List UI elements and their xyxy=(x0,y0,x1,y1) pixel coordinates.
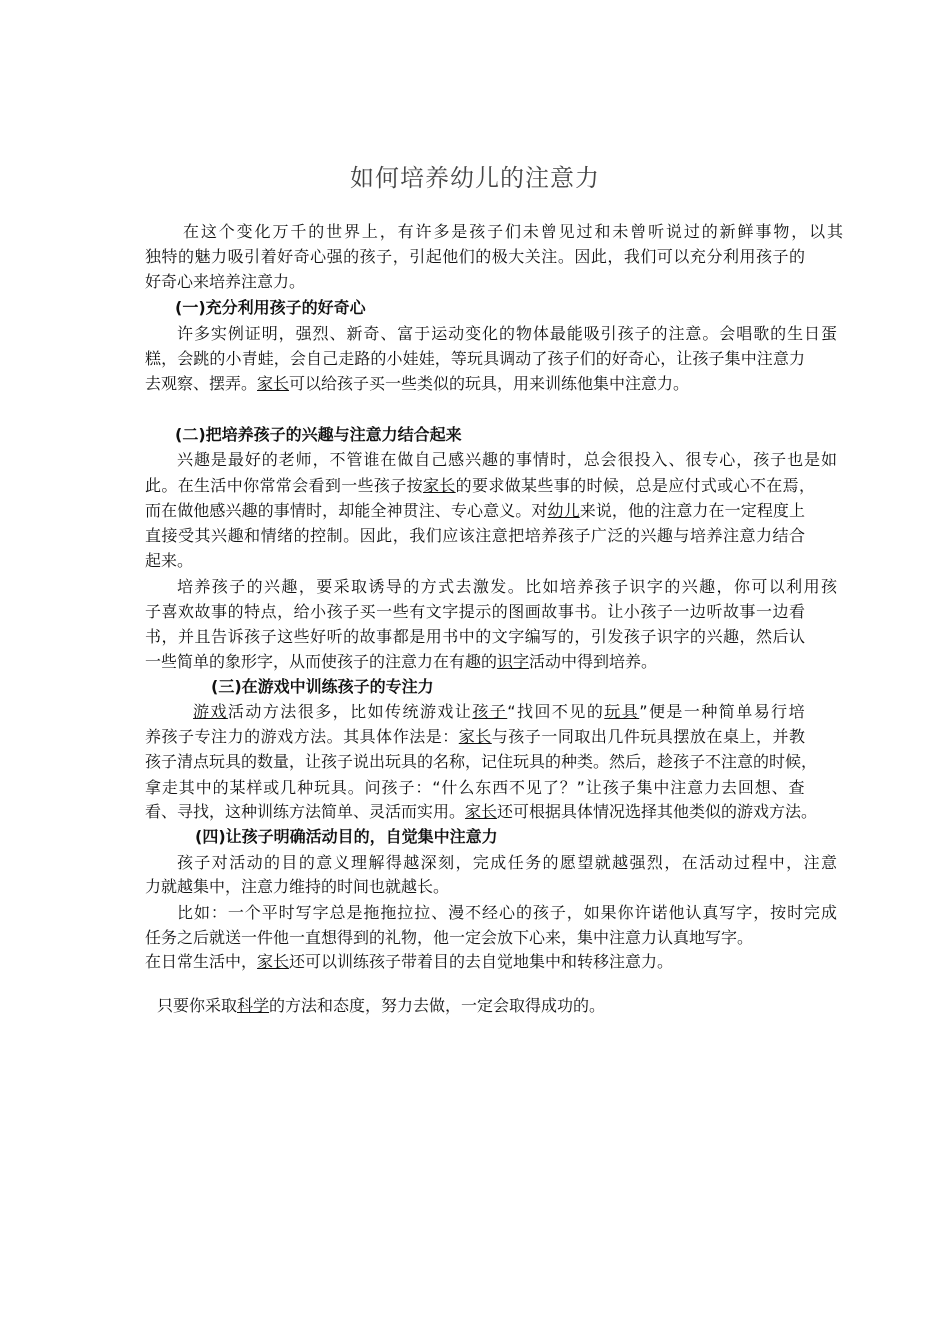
text-segment: 糕，会跳的小青蛙，会自己走路的小娃娃，等玩具调动了孩子们的好奇心，让孩子集中注意力 xyxy=(145,349,806,368)
text-segment: (四)让孩子明确活动目的，自觉集中注意力 xyxy=(195,827,498,846)
text-line xyxy=(157,994,605,1018)
text-segment: 许多实例证明，强烈、新奇、富于运动变化的物体最能吸引孩子的注意。会唱歌的生日蛋 xyxy=(177,324,838,343)
text-line xyxy=(145,950,673,974)
text-segment: (一)充分利用孩子的好奇心 xyxy=(175,298,366,317)
text-segment: 在日常生活中， xyxy=(145,952,258,971)
text-segment: 此。在生活中你常常会看到一些孩子按 xyxy=(145,476,423,495)
text-segment: 任务之后就送一件他一直想得到的礼物，他一定会放下心来，集中注意力认真地写字。 xyxy=(145,928,754,947)
text-segment: 还可以训练孩子带着目的去自觉地集中和转移注意力。 xyxy=(289,952,674,971)
text-line xyxy=(145,926,753,950)
text-segment: 只要你采取 xyxy=(157,996,238,1015)
underlined-term: 孩子 xyxy=(472,702,508,721)
text-segment: 的要求做某些事的时候，总是应付式或心不在焉， xyxy=(455,476,816,495)
text-line xyxy=(145,625,806,649)
underlined-term: 科学 xyxy=(237,996,270,1015)
text-line xyxy=(145,776,805,800)
text-line xyxy=(145,245,806,269)
text-line xyxy=(145,372,689,396)
underlined-term: 家长 xyxy=(257,952,290,971)
text-segment: 活动中得到培养。 xyxy=(529,652,658,671)
text-segment: 的方法和态度，努力去做，一定会取得成功的。 xyxy=(269,996,606,1015)
text-segment: 孩子对活动的目的意义理解得越深刻，完成任务的愿望就越强烈，在活动过程中，注意 xyxy=(177,853,839,872)
text-line xyxy=(183,220,845,244)
underlined-term: 识字 xyxy=(497,652,530,671)
text-line xyxy=(177,851,838,875)
text-segment: 拿走其中的某样或几种玩具。问孩子：“什么东西不见了？”让孩子集中注意力去回想、查 xyxy=(145,778,806,797)
text-line xyxy=(145,549,193,573)
text-line xyxy=(145,600,806,624)
text-segment: 力就越集中，注意力维持的时间也就越长。 xyxy=(145,877,450,896)
text-line xyxy=(145,750,817,774)
text-segment: 直接受其兴趣和情绪的控制。因此，我们应该注意把培养孩子广泛的兴趣与培养注意力结合 xyxy=(145,526,806,545)
text-line xyxy=(145,474,815,498)
text-segment: 而在做他感兴趣的事情时，却能全神贯注、专心意义。对 xyxy=(145,501,548,520)
text-segment: (二)把培养孩子的兴趣与注意力结合起来 xyxy=(175,425,462,444)
underlined-term: 家长 xyxy=(422,476,456,495)
text-line xyxy=(145,524,806,548)
text-line xyxy=(177,322,838,346)
text-segment: 子喜欢故事的特点，给小孩子买一些有文字提示的图画故事书。让小孩子一边听故事一边看 xyxy=(145,602,806,621)
text-segment: ”便是一种简单易行培 xyxy=(639,702,807,721)
text-segment: 好奇心来培养注意力。 xyxy=(145,272,306,291)
text-segment: 书，并且告诉孩子这些好听的故事都是用书中的文字编写的，引发孩子识字的兴趣，然后认 xyxy=(145,627,806,646)
text-segment: 一些简单的象形字，从而使孩子的注意力在有趣的 xyxy=(145,652,498,671)
section-heading xyxy=(175,296,366,320)
underlined-term: 家长 xyxy=(465,802,498,821)
text-line xyxy=(145,800,817,824)
underlined-term: 游戏 xyxy=(193,702,228,721)
text-line xyxy=(145,725,806,749)
text-line xyxy=(145,270,305,294)
document-title: 如何培养幼儿的注意力 xyxy=(350,164,600,192)
text-segment: 养孩子专注力的游戏方法。其具体作法是： xyxy=(145,727,459,746)
underlined-term: 家长 xyxy=(458,727,492,746)
text-segment: 独特的魅力吸引着好奇心强的孩子，引起他们的极大关注。因此，我们可以充分利用孩子的 xyxy=(145,247,806,266)
section-heading xyxy=(195,825,498,849)
underlined-term: 家长 xyxy=(257,374,290,393)
text-line xyxy=(145,650,657,674)
text-segment: 兴趣是最好的老师，不管谁在做自己感兴趣的事情时，总会很投入、很专心，孩子也是如 xyxy=(177,450,838,469)
text-segment: 孩子清点玩具的数量，让孩子说出玩具的名称，记住玩具的种类。然后，趁孩子不注意的时候， xyxy=(145,752,818,771)
text-segment: 培养孩子的兴趣，要采取诱导的方式去激发。比如培养孩子识字的兴趣，你可以利用孩 xyxy=(177,577,839,596)
text-segment: 去观察、摆弄。 xyxy=(145,374,258,393)
text-line xyxy=(177,901,838,925)
text-segment: (三)在游戏中训练孩子的专注力 xyxy=(211,677,434,696)
text-line xyxy=(177,448,838,472)
text-segment: “找回不见的 xyxy=(507,702,605,721)
text-segment: 起来。 xyxy=(145,551,194,570)
text-segment: 还可根据具体情况选择其他类似的游戏方法。 xyxy=(497,802,818,821)
underlined-term: 幼儿 xyxy=(547,501,580,520)
text-segment: 看、寻找，这种训练方法简单、灵活而实用。 xyxy=(145,802,466,821)
text-segment: 可以给孩子买一些类似的玩具，用来训练他集中注意力。 xyxy=(289,374,690,393)
text-line xyxy=(145,875,449,899)
section-heading xyxy=(175,423,462,447)
text-segment: 来说，他的注意力在一定程度上 xyxy=(579,501,806,520)
text-segment: 与孩子一同取出几件玩具摆放在桌上，并教 xyxy=(491,727,806,746)
text-line xyxy=(193,700,806,724)
text-line xyxy=(145,347,805,371)
text-line xyxy=(145,499,805,523)
text-segment: 活动方法很多，比如传统游戏让 xyxy=(227,702,473,721)
text-segment: 比如：一个平时写字总是拖拖拉拉、漫不经心的孩子，如果你许诺他认真写字，按时完成 xyxy=(177,903,838,922)
underlined-term: 玩具 xyxy=(604,702,640,721)
section-heading xyxy=(211,675,434,699)
text-segment: 在这个变化万千的世界上，有许多是孩子们未曾见过和未曾听说过的新鲜事物，以其 xyxy=(183,222,845,241)
text-line xyxy=(177,575,838,599)
